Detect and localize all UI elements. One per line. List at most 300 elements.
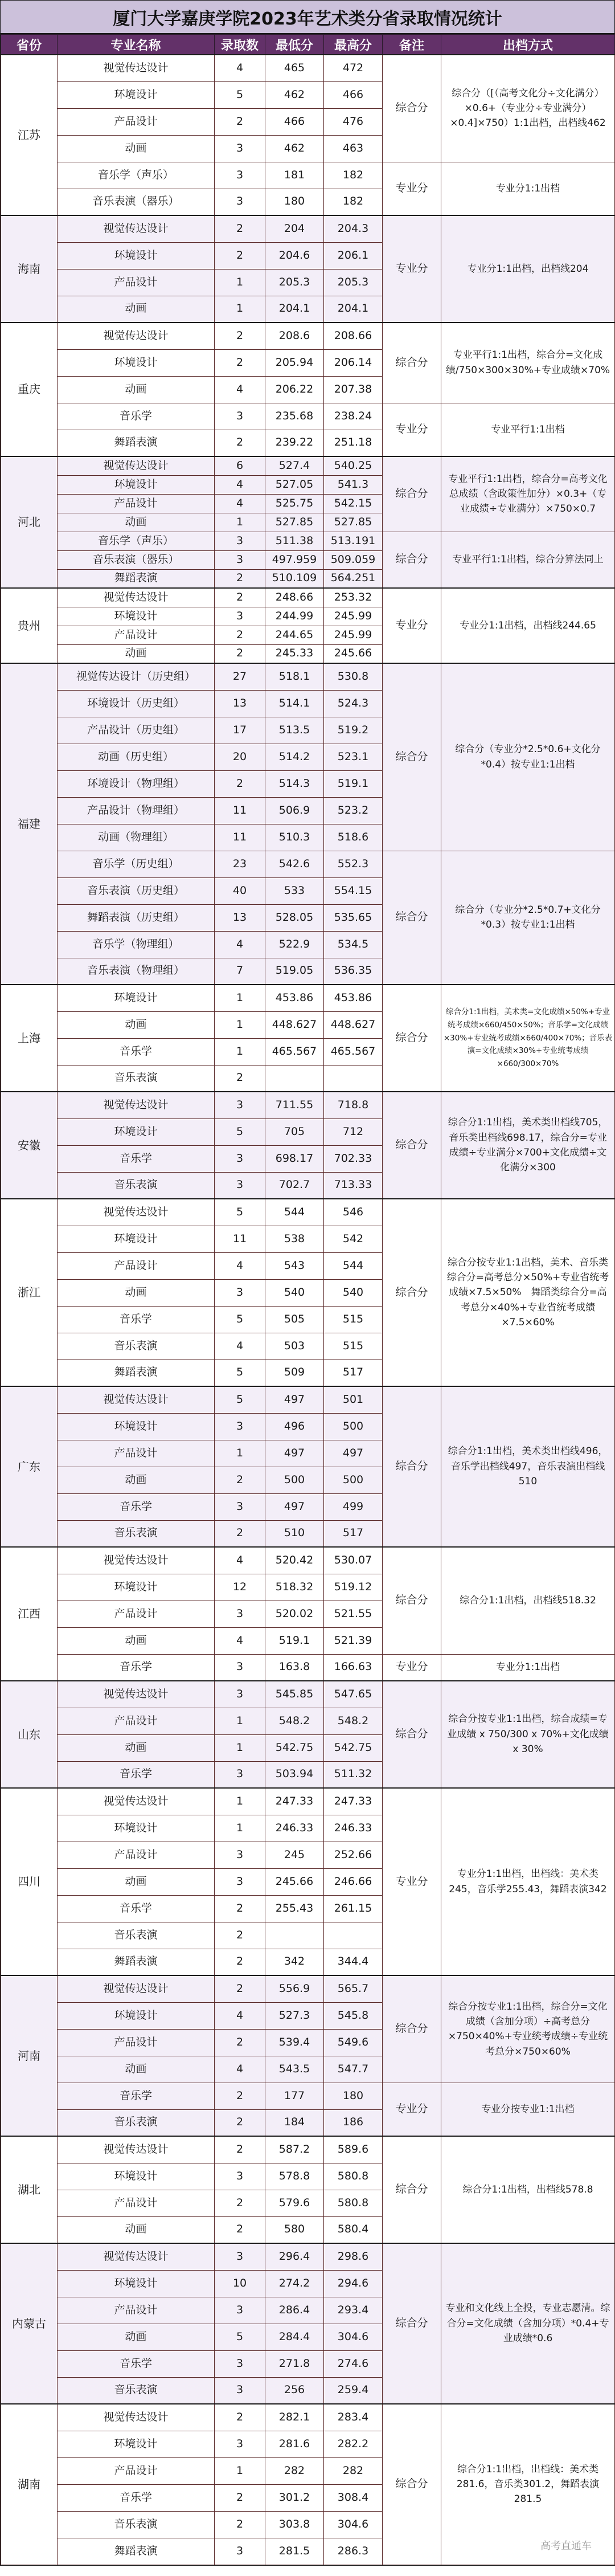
- count-cell: 1: [215, 1788, 265, 1815]
- header-note: 备注: [383, 35, 441, 55]
- min-score-cell: 544: [265, 1199, 324, 1226]
- table-row: [1, 663, 615, 690]
- min-score-cell: 247.33: [265, 1788, 324, 1815]
- min-score-cell: 545.85: [265, 1681, 324, 1708]
- count-cell: 3: [215, 550, 265, 569]
- major-cell: 动画: [58, 2216, 215, 2243]
- major-cell: 舞蹈表演: [58, 569, 215, 588]
- min-score-cell: 497: [265, 1386, 324, 1413]
- count-cell: 2: [215, 2136, 265, 2163]
- major-cell: 音乐表演: [58, 1922, 215, 1949]
- major-cell: 音乐表演: [58, 1333, 215, 1360]
- score-type-cell: 综合分: [383, 532, 441, 588]
- count-cell: 3: [215, 403, 265, 430]
- major-cell: 动画: [58, 1734, 215, 1761]
- admission-method-cell: 专业分1:1出档，出档线：美术类245，音乐学255.43，舞蹈表演342: [441, 1788, 615, 1975]
- province-cell: 山东: [1, 1681, 58, 1788]
- major-cell: 音乐表演（器乐）: [58, 189, 215, 215]
- max-score-cell: 448.627: [324, 1011, 383, 1038]
- major-cell: 产品设计: [58, 1601, 215, 1627]
- min-score-cell: 514.3: [265, 770, 324, 797]
- max-score-cell: 251.18: [324, 430, 383, 456]
- table-row: [1, 1681, 615, 1708]
- major-cell: 音乐学: [58, 1654, 215, 1681]
- count-cell: 3: [215, 1413, 265, 1440]
- table-row: [1, 1386, 615, 1413]
- min-score-cell: 522.9: [265, 931, 324, 958]
- major-cell: 动画: [58, 1279, 215, 1306]
- admission-method-cell: 专业分1:1出档: [441, 162, 615, 215]
- major-cell: 产品设计: [58, 1440, 215, 1467]
- major-cell: 舞蹈表演: [58, 2538, 215, 2565]
- major-cell: 动画: [58, 2056, 215, 2083]
- min-score-cell: 510: [265, 1520, 324, 1547]
- max-score-cell: 304.6: [324, 2511, 383, 2538]
- max-score-cell: 205.3: [324, 269, 383, 296]
- province-cell: 海南: [1, 215, 58, 322]
- min-score-cell: 281.6: [265, 2431, 324, 2457]
- count-cell: 2: [215, 626, 265, 644]
- max-score-cell: 208.66: [324, 322, 383, 349]
- major-cell: 产品设计: [58, 626, 215, 644]
- count-cell: 27: [215, 663, 265, 690]
- score-type-cell: 综合分: [383, 1547, 441, 1654]
- major-cell: 音乐学: [58, 1038, 215, 1065]
- province-cell: 浙江: [1, 1199, 58, 1386]
- min-score-cell: 520.02: [265, 1601, 324, 1627]
- count-cell: 11: [215, 797, 265, 824]
- major-cell: 产品设计: [58, 1708, 215, 1734]
- min-score-cell: 556.9: [265, 1975, 324, 2002]
- max-score-cell: 713.33: [324, 1172, 383, 1199]
- min-score-cell: 514.1: [265, 690, 324, 717]
- min-score-cell: 518.1: [265, 663, 324, 690]
- min-score-cell: 538: [265, 1226, 324, 1252]
- min-score-cell: 510.109: [265, 569, 324, 588]
- count-cell: 2: [215, 430, 265, 456]
- province-group: [1, 588, 615, 663]
- max-score-cell: 589.6: [324, 2136, 383, 2163]
- min-score-cell: 462: [265, 135, 324, 162]
- major-cell: 动画: [58, 296, 215, 322]
- max-score-cell: 472: [324, 55, 383, 81]
- province-cell: 重庆: [1, 322, 58, 456]
- max-score-cell: 527.85: [324, 513, 383, 532]
- max-score-cell: 246.66: [324, 1868, 383, 1895]
- major-cell: 视觉传达设计: [58, 1386, 215, 1413]
- table-row: [1, 1654, 615, 1681]
- table-row: [1, 851, 615, 877]
- count-cell: 3: [215, 1681, 265, 1708]
- count-cell: 4: [215, 475, 265, 494]
- count-cell: 3: [215, 532, 265, 550]
- major-cell: 视觉传达设计: [58, 1199, 215, 1226]
- max-score-cell: 521.39: [324, 1627, 383, 1654]
- major-cell: 产品设计: [58, 2029, 215, 2056]
- major-cell: 视觉传达设计: [58, 55, 215, 81]
- score-type-cell: 专业分: [383, 215, 441, 322]
- count-cell: 2: [215, 2109, 265, 2136]
- major-cell: 动画: [58, 1011, 215, 1038]
- major-cell: 动画（物理组）: [58, 824, 215, 851]
- min-score-cell: 296.4: [265, 2243, 324, 2270]
- count-cell: 5: [215, 1199, 265, 1226]
- major-cell: 视觉传达设计: [58, 2243, 215, 2270]
- major-cell: 产品设计（物理组）: [58, 797, 215, 824]
- min-score-cell: 543.5: [265, 2056, 324, 2083]
- major-cell: 舞蹈表演: [58, 1949, 215, 1975]
- table-row: [1, 1092, 615, 1118]
- count-cell: 3: [215, 189, 265, 215]
- min-score-cell: 163.8: [265, 1654, 324, 1681]
- major-cell: 动画: [58, 1868, 215, 1895]
- count-cell: 1: [215, 269, 265, 296]
- major-cell: 舞蹈表演（历史组）: [58, 904, 215, 931]
- min-score-cell: 244.65: [265, 626, 324, 644]
- score-type-cell: 专业分: [383, 1654, 441, 1681]
- max-score-cell: 304.6: [324, 2324, 383, 2350]
- max-score-cell: 554.15: [324, 877, 383, 904]
- admission-method-cell: 专业分1:1出档，出档线244.65: [441, 588, 615, 663]
- max-score-cell: 261.15: [324, 1895, 383, 1922]
- table-row: [1, 1788, 615, 1815]
- admission-method-cell: 专业平行1:1出档，综合分算法同上: [441, 532, 615, 588]
- major-cell: 音乐表演: [58, 1172, 215, 1199]
- min-score-cell: 465: [265, 55, 324, 81]
- min-score-cell: 497.959: [265, 550, 324, 569]
- max-score-cell: 517: [324, 1520, 383, 1547]
- province-group: [1, 1681, 615, 1788]
- province-cell: 湖北: [1, 2136, 58, 2243]
- score-type-cell: 专业分: [383, 588, 441, 663]
- count-cell: 2: [215, 2484, 265, 2511]
- province-group: [1, 456, 615, 588]
- header-row: [1, 35, 615, 55]
- max-score-cell: 206.1: [324, 242, 383, 269]
- count-cell: 2: [215, 2190, 265, 2216]
- min-score-cell: 281.5: [265, 2538, 324, 2565]
- score-type-cell: 综合分: [383, 985, 441, 1092]
- max-score-cell: 548.2: [324, 1708, 383, 1734]
- province-cell: 河北: [1, 456, 58, 588]
- min-score-cell: 301.2: [265, 2484, 324, 2511]
- major-cell: 环境设计: [58, 242, 215, 269]
- count-cell: 2: [215, 644, 265, 663]
- province-group: [1, 1788, 615, 1975]
- major-cell: 动画: [58, 644, 215, 663]
- score-type-cell: 综合分: [383, 1681, 441, 1788]
- table-row: [1, 2404, 615, 2431]
- max-score-cell: 247.33: [324, 1788, 383, 1815]
- province-cell: 江苏: [1, 55, 58, 215]
- major-cell: 视觉传达设计: [58, 1092, 215, 1118]
- count-cell: 4: [215, 1547, 265, 1574]
- min-score-cell: 520.42: [265, 1547, 324, 1574]
- min-score-cell: 578.8: [265, 2163, 324, 2190]
- min-score-cell: 542.75: [265, 1734, 324, 1761]
- min-score-cell: 244.99: [265, 607, 324, 626]
- count-cell: 1: [215, 2457, 265, 2484]
- province-cell: 安徽: [1, 1092, 58, 1199]
- province-cell: 内蒙古: [1, 2243, 58, 2404]
- table-row: [1, 403, 615, 430]
- major-cell: 音乐表演（历史组）: [58, 877, 215, 904]
- score-type-cell: 综合分: [383, 55, 441, 162]
- max-score-cell: 476: [324, 108, 383, 135]
- admission-method-cell: 专业平行1:1出档，综合分=文化成绩/750×300×30%+专业成绩×70%: [441, 322, 615, 403]
- max-score-cell: 294.6: [324, 2270, 383, 2297]
- major-cell: 动画: [58, 1467, 215, 1493]
- table-row: [1, 2136, 615, 2163]
- score-type-cell: 综合分: [383, 851, 441, 985]
- count-cell: 2: [215, 1520, 265, 1547]
- count-cell: 3: [215, 1868, 265, 1895]
- province-group: [1, 1975, 615, 2136]
- major-cell: 舞蹈表演: [58, 1360, 215, 1386]
- count-cell: 3: [215, 1601, 265, 1627]
- count-cell: 2: [215, 242, 265, 269]
- count-cell: 2: [215, 2216, 265, 2243]
- min-score-cell: 286.4: [265, 2297, 324, 2324]
- count-cell: 3: [215, 2350, 265, 2377]
- admission-method-cell: 综合分按专业1:1出档，综合分=文化成绩（含加分项）÷高考总分×750×40%+专业统考成绩÷专业统考总分×750×60%: [441, 1975, 615, 2083]
- count-cell: 4: [215, 2056, 265, 2083]
- max-score-cell: 524.3: [324, 690, 383, 717]
- major-cell: 环境设计: [58, 1413, 215, 1440]
- major-cell: 视觉传达设计: [58, 2404, 215, 2431]
- max-score-cell: 252.66: [324, 1842, 383, 1868]
- score-type-cell: 专业分: [383, 2083, 441, 2136]
- count-cell: 2: [215, 569, 265, 588]
- min-score-cell: 205.3: [265, 269, 324, 296]
- count-cell: 3: [215, 2243, 265, 2270]
- score-type-cell: 专业分: [383, 1788, 441, 1975]
- min-score-cell: 527.85: [265, 513, 324, 532]
- count-cell: 1: [215, 513, 265, 532]
- major-cell: 音乐学（声乐）: [58, 532, 215, 550]
- admission-method-cell: 专业平行1:1出档，综合分=高考文化总成绩（含政策性加分）×0.3+（专业成绩÷专业满分）×750×0.7: [441, 456, 615, 532]
- max-score-cell: 282: [324, 2457, 383, 2484]
- major-cell: 视觉传达设计: [58, 1681, 215, 1708]
- count-cell: 10: [215, 2270, 265, 2297]
- table-row: [1, 322, 615, 349]
- score-type-cell: 综合分: [383, 1092, 441, 1199]
- admission-method-cell: 综合分1:1出档，美术类=文化成绩×50%+专业统考成绩×660/450×50%；音乐学=文化成绩×30%+专业统考成绩×660/400×70%；音乐表演=文化成绩×30%+专业统考成绩×660/300×70%: [441, 985, 615, 1092]
- min-score-cell: 256: [265, 2377, 324, 2404]
- count-cell: 3: [215, 1092, 265, 1118]
- max-score-cell: 523.1: [324, 744, 383, 770]
- count-cell: 3: [215, 135, 265, 162]
- major-cell: 环境设计: [58, 1815, 215, 1842]
- major-cell: 环境设计: [58, 985, 215, 1011]
- max-score-cell: 536.35: [324, 958, 383, 985]
- min-score-cell: 466: [265, 108, 324, 135]
- count-cell: 2: [215, 2029, 265, 2056]
- count-cell: 3: [215, 1761, 265, 1788]
- min-score-cell: 580: [265, 2216, 324, 2243]
- count-cell: 2: [215, 108, 265, 135]
- major-cell: 音乐表演（物理组）: [58, 958, 215, 985]
- count-cell: 1: [215, 985, 265, 1011]
- admission-method-cell: 综合分（专业分*2.5*0.6+文化分*0.4）按专业1:1出档: [441, 663, 615, 851]
- max-score-cell: 546: [324, 1199, 383, 1226]
- major-cell: 产品设计: [58, 494, 215, 513]
- admission-method-cell: 综合分按专业1:1出档，美术、音乐类综合分=高考总分×50%+专业省统考成绩×7.5×50% 舞蹈类综合分=高考总分×40%+专业省统考成绩×7.5×60%: [441, 1199, 615, 1386]
- max-score-cell: 286.3: [324, 2538, 383, 2565]
- count-cell: 3: [215, 2163, 265, 2190]
- min-score-cell: 511.38: [265, 532, 324, 550]
- min-score-cell: 711.55: [265, 1092, 324, 1118]
- province-group: [1, 2243, 615, 2404]
- major-cell: 视觉传达设计: [58, 1975, 215, 2002]
- max-score-cell: 497: [324, 1440, 383, 1467]
- admission-method-cell: 专业和文化线上全投，专业志愿清。综合分=文化成绩（含加分项）*0.4+专业成绩*0.6: [441, 2243, 615, 2404]
- count-cell: 13: [215, 690, 265, 717]
- max-score-cell: 511.32: [324, 1761, 383, 1788]
- count-cell: 4: [215, 931, 265, 958]
- min-score-cell: 525.75: [265, 494, 324, 513]
- min-score-cell: 519.1: [265, 1627, 324, 1654]
- major-cell: 动画（历史组）: [58, 744, 215, 770]
- min-score-cell: 180: [265, 189, 324, 215]
- admission-method-cell: 综合分1:1出档，美术类出档线496，音乐学出档线497，音乐表演出档线510: [441, 1386, 615, 1547]
- min-score-cell: 274.2: [265, 2270, 324, 2297]
- min-score-cell: 514.2: [265, 744, 324, 770]
- min-score-cell: 246.33: [265, 1815, 324, 1842]
- max-score-cell: 547.65: [324, 1681, 383, 1708]
- min-score-cell: 497: [265, 1493, 324, 1520]
- admission-method-cell: 综合分1:1出档，出档线578.8: [441, 2136, 615, 2243]
- min-score-cell: 303.8: [265, 2511, 324, 2538]
- count-cell: 5: [215, 1360, 265, 1386]
- score-type-cell: 综合分: [383, 322, 441, 403]
- major-cell: 音乐学: [58, 403, 215, 430]
- count-cell: 1: [215, 1011, 265, 1038]
- major-cell: 产品设计: [58, 108, 215, 135]
- admission-method-cell: 综合分（[（高考文化分÷文化满分）×0.6+（专业分÷专业满分）×0.4]×750）1:1出档，出档线462: [441, 55, 615, 162]
- count-cell: 1: [215, 1815, 265, 1842]
- count-cell: 3: [215, 1145, 265, 1172]
- count-cell: 2: [215, 1467, 265, 1493]
- count-cell: 2: [215, 1895, 265, 1922]
- province-group: [1, 985, 615, 1092]
- max-score-cell: 515: [324, 1333, 383, 1360]
- score-type-cell: 专业分: [383, 403, 441, 456]
- max-score-cell: 259.4: [324, 2377, 383, 2404]
- min-score-cell: 245.33: [265, 644, 324, 663]
- major-cell: 环境设计: [58, 607, 215, 626]
- count-cell: 13: [215, 904, 265, 931]
- max-score-cell: 702.33: [324, 1145, 383, 1172]
- max-score-cell: 519.12: [324, 1574, 383, 1601]
- count-cell: 5: [215, 1118, 265, 1145]
- admission-method-cell: 综合分按专业1:1出档，综合成绩=专业成绩 x 750/300 x 70%+文化成绩 x 30%: [441, 1681, 615, 1788]
- max-score-cell: 521.55: [324, 1601, 383, 1627]
- score-type-cell: 综合分: [383, 2243, 441, 2404]
- max-score-cell: 540: [324, 1279, 383, 1306]
- count-cell: 4: [215, 376, 265, 403]
- major-cell: 音乐学: [58, 2083, 215, 2109]
- count-cell: 4: [215, 55, 265, 81]
- min-score-cell: 503.94: [265, 1761, 324, 1788]
- min-score-cell: 518.32: [265, 1574, 324, 1601]
- major-cell: 视觉传达设计: [58, 456, 215, 475]
- major-cell: 音乐学: [58, 2350, 215, 2377]
- count-cell: 3: [215, 1172, 265, 1199]
- max-score-cell: 500: [324, 1467, 383, 1493]
- count-cell: 4: [215, 1333, 265, 1360]
- table-row: [1, 162, 615, 189]
- admission-method-cell: 综合分1:1出档，美术类出档线705，音乐类出档线698.17，综合分=专业成绩÷专业满分×700+文化成绩÷文化满分×300: [441, 1092, 615, 1199]
- min-score-cell: 527.3: [265, 2002, 324, 2029]
- province-group: [1, 663, 615, 985]
- major-cell: 动画: [58, 1627, 215, 1654]
- major-cell: 视觉传达设计（历史组）: [58, 663, 215, 690]
- max-score-cell: 515: [324, 1306, 383, 1333]
- admission-method-cell: 专业平行1:1出档: [441, 403, 615, 456]
- count-cell: 2: [215, 1065, 265, 1092]
- min-score-cell: 513.5: [265, 717, 324, 744]
- count-cell: 2: [215, 1975, 265, 2002]
- min-score-cell: 206.22: [265, 376, 324, 403]
- province-cell: 广东: [1, 1386, 58, 1547]
- major-cell: 环境设计: [58, 2270, 215, 2297]
- watermark-text: 高考直通车: [540, 2540, 592, 2552]
- province-cell: 四川: [1, 1788, 58, 1975]
- score-type-cell: 综合分: [383, 1386, 441, 1547]
- max-score-cell: 204.1: [324, 296, 383, 322]
- min-score-cell: 205.94: [265, 349, 324, 376]
- max-score-cell: 519.2: [324, 717, 383, 744]
- major-cell: 环境设计: [58, 475, 215, 494]
- max-score-cell: 565.7: [324, 1975, 383, 2002]
- max-score-cell: 564.251: [324, 569, 383, 588]
- max-score-cell: 453.86: [324, 985, 383, 1011]
- min-score-cell: 527.05: [265, 475, 324, 494]
- min-score-cell: 698.17: [265, 1145, 324, 1172]
- min-score-cell: 184: [265, 2109, 324, 2136]
- min-score-cell: 181: [265, 162, 324, 189]
- major-cell: 产品设计: [58, 2190, 215, 2216]
- min-score-cell: 448.627: [265, 1011, 324, 1038]
- max-score-cell: 518.6: [324, 824, 383, 851]
- score-type-cell: 综合分: [383, 456, 441, 532]
- max-score-cell: 204.3: [324, 215, 383, 242]
- count-cell: 2: [215, 770, 265, 797]
- major-cell: 音乐学（声乐）: [58, 162, 215, 189]
- count-cell: 1: [215, 1038, 265, 1065]
- header-method: 出档方式: [441, 35, 615, 55]
- max-score-cell: 500: [324, 1413, 383, 1440]
- max-score-cell: 207.38: [324, 376, 383, 403]
- max-score-cell: 466: [324, 81, 383, 108]
- max-score-cell: 182: [324, 162, 383, 189]
- max-score-cell: [324, 1065, 383, 1092]
- major-cell: 视觉传达设计: [58, 215, 215, 242]
- max-score-cell: 182: [324, 189, 383, 215]
- major-cell: 音乐学: [58, 1145, 215, 1172]
- min-score-cell: 245: [265, 1842, 324, 1868]
- header-count: 录取数: [215, 35, 265, 55]
- table-row: [1, 2243, 615, 2270]
- max-score-cell: 542.75: [324, 1734, 383, 1761]
- count-cell: 2: [215, 2083, 265, 2109]
- max-score-cell: 530.8: [324, 663, 383, 690]
- count-cell: 2: [215, 215, 265, 242]
- count-cell: 4: [215, 494, 265, 513]
- min-score-cell: [265, 1922, 324, 1949]
- major-cell: 产品设计: [58, 2457, 215, 2484]
